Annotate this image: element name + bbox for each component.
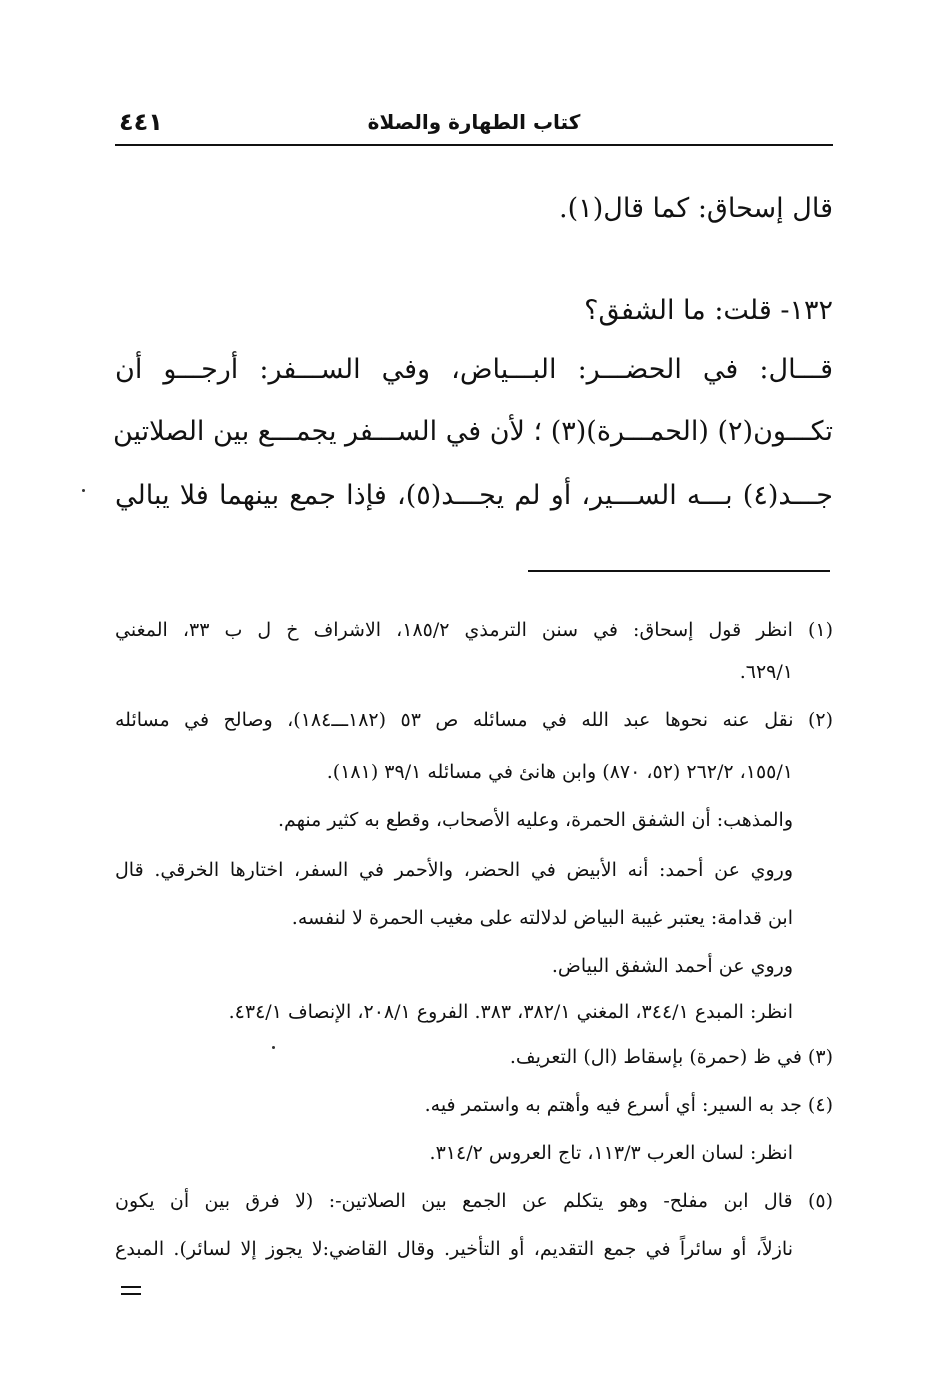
question-heading: ١٣٢- قلت: ما الشفق؟	[584, 295, 833, 326]
footnote-line: نازلاً، أو سائراً في جمع التقديم، أو التأخير. وقال القاضي:لا يجوز إلا لسائر). المبدع	[115, 1238, 793, 1260]
footnote-line: (١) انظر قول إسحاق: في سنن الترمذي ١٨٥/٢، الاشراف خ ل ب ٣٣، المغني	[115, 619, 833, 641]
footnote-line: (٢) نقل عنه نحوها عبد الله في مسائله ص ٥٣ (١٨٢ـــ١٨٤)، وصالح في مسائله	[115, 709, 834, 731]
footnote-line: انظر: لسان العرب ١١٣/٣، تاج العروس ٣١٤/٢.	[429, 1142, 793, 1164]
footnote-line: ١٥٥/١، ٢٦٢/٢ (٥٢، ٨٧٠) وابن هانئ في مسائله ٣٩/١ (١٨١).	[326, 761, 793, 783]
footnote-line: (٥) قال ابن مفلح- وهو يتكلم عن الجمع بين الصلاتين-: (لا فرق بين أن يكون	[115, 1190, 833, 1212]
footnotes	[112, 0, 834, 1300]
scan-speck	[82, 489, 85, 492]
footnote-line: (٣) في ظ (حمرة) بإسقاط (ال) التعريف.	[509, 1046, 833, 1068]
page-number: ٤٤١	[119, 108, 163, 136]
footnote-line: (٤) جد به السير: أي أسرع فيه وأهتم به واستمر فيه.	[424, 1094, 833, 1116]
main-line: جـــد(٤) بـــه الســـير، أو لم يجـــد(٥)، فإذا جمع بينهما فلا يبالي	[115, 480, 834, 511]
footnote-line: ابن قدامة: يعتبر غيبة البياض لدلالته على مغيب الحمرة لا لنفسه.	[291, 907, 793, 929]
continuation-mark	[121, 1286, 141, 1295]
scan-speck	[272, 1046, 275, 1049]
footnote-line: ٦٢٩/١.	[739, 661, 793, 683]
running-title: كتاب الطهارة والصلاة	[367, 110, 581, 134]
main-line: قال إسحاق: كما قال(١).	[559, 193, 833, 224]
footnote-line: وروي عن أحمد الشفق البياض.	[551, 955, 793, 977]
footnote-line: والمذهب: أن الشفق الحمرة، وعليه الأصحاب، وقطع به كثير منهم.	[277, 809, 793, 831]
main-line: قـــال: في الحضـــر: البـــياض، وفي الســـفر: أرجـــو أن	[115, 354, 833, 385]
footnote-line: وروي عن أحمد: أنه الأبيض في الحضر، والأحمر في السفر، اختارها الخرقي. قال	[115, 859, 793, 881]
footnote-line: انظر: المبدع ٣٤٤/١، المغني ٣٨٢/١، ٣٨٣. الفروع ٢٠٨/١، الإنصاف ٤٣٤/١.	[228, 1001, 793, 1023]
main-line: تكـــون(٢) (الحمـــرة)(٣) ؛ لأن في الســـفر يجمـــع بين الصلاتين	[112, 416, 833, 447]
